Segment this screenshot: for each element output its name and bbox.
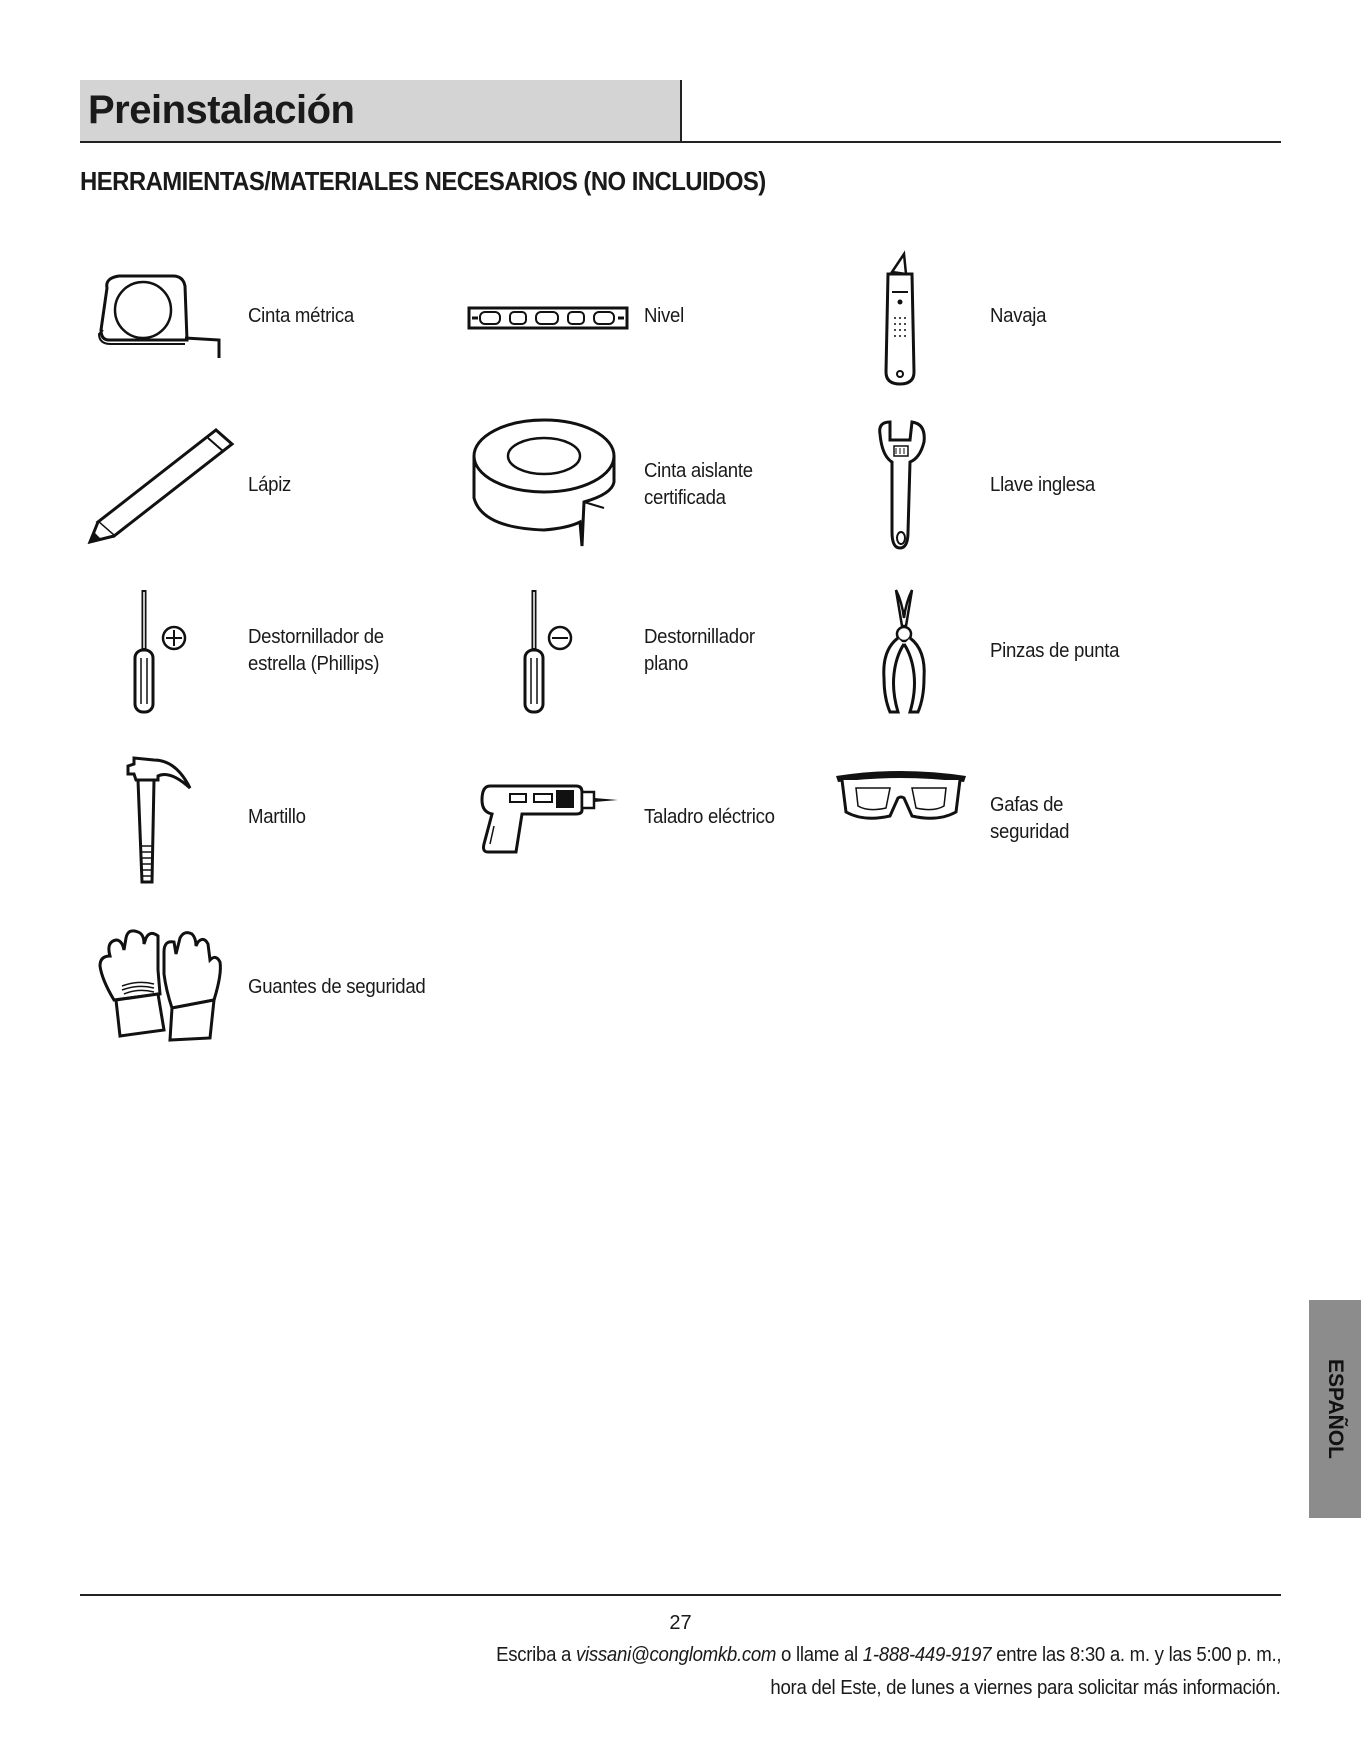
tool-label-gloves: Guantes de seguridad	[248, 976, 426, 998]
contact-suffix: entre las 8:30 a. m. y las 5:00 p. m.,	[995, 1644, 1281, 1666]
tool-label-drill: Taladro eléctrico	[644, 806, 775, 828]
safety-gloves-icon	[98, 930, 224, 1042]
pencil-icon	[88, 428, 234, 544]
safety-glasses-icon	[834, 768, 968, 824]
tool-label-utility-knife: Navaja	[990, 305, 1047, 327]
tool-label-tape-measure: Cinta métrica	[248, 305, 354, 327]
page-title: Preinstalación	[88, 88, 355, 132]
tool-label-pencil: Lápiz	[248, 474, 292, 496]
contact-email[interactable]: vissani@conglomkb.com	[575, 1644, 776, 1666]
contact-middle: o llame al	[780, 1644, 858, 1666]
flat-screwdriver-icon	[518, 588, 582, 716]
tool-label-pliers: Pinzas de punta	[990, 640, 1120, 662]
tool-label-level: Nivel	[644, 305, 684, 327]
footer-divider	[80, 1594, 1281, 1596]
section-title: HERRAMIENTAS/MATERIALES NECESARIOS (NO INCLUIDOS)	[80, 166, 766, 196]
tool-label-flat-screwdriver: Destornillador plano	[644, 626, 755, 675]
tool-label-electrical-tape: Cinta aislante certificada	[644, 460, 753, 509]
electrical-tape-icon	[472, 418, 622, 550]
tool-label-phillips-screwdriver: Destornillador de estrella (Phillips)	[248, 626, 384, 675]
adjustable-wrench-icon	[874, 420, 930, 550]
page-number: 27	[669, 1612, 692, 1634]
tool-label-safety-glasses: Gafas de seguridad	[990, 794, 1070, 843]
hammer-icon	[124, 754, 196, 886]
pliers-icon	[876, 588, 932, 716]
tool-label-hammer: Martillo	[248, 806, 306, 828]
phillips-screwdriver-icon	[128, 588, 192, 716]
electric-drill-icon	[480, 778, 620, 854]
contact-prefix: Escriba a	[495, 1644, 571, 1666]
tool-label-adjustable-wrench: Llave inglesa	[990, 474, 1095, 496]
header-divider	[80, 141, 1281, 143]
tape-measure-icon	[95, 270, 225, 365]
contact-line-1	[496, 1644, 1281, 1667]
language-side-tab-label: ESPAÑOL	[1324, 1359, 1347, 1459]
level-icon	[468, 306, 628, 330]
contact-phone[interactable]: 1-888-449-9197	[862, 1644, 992, 1666]
contact-line-2: hora del Este, de lunes a viernes para solicitar más información.	[770, 1677, 1281, 1699]
utility-knife-icon	[880, 252, 920, 387]
